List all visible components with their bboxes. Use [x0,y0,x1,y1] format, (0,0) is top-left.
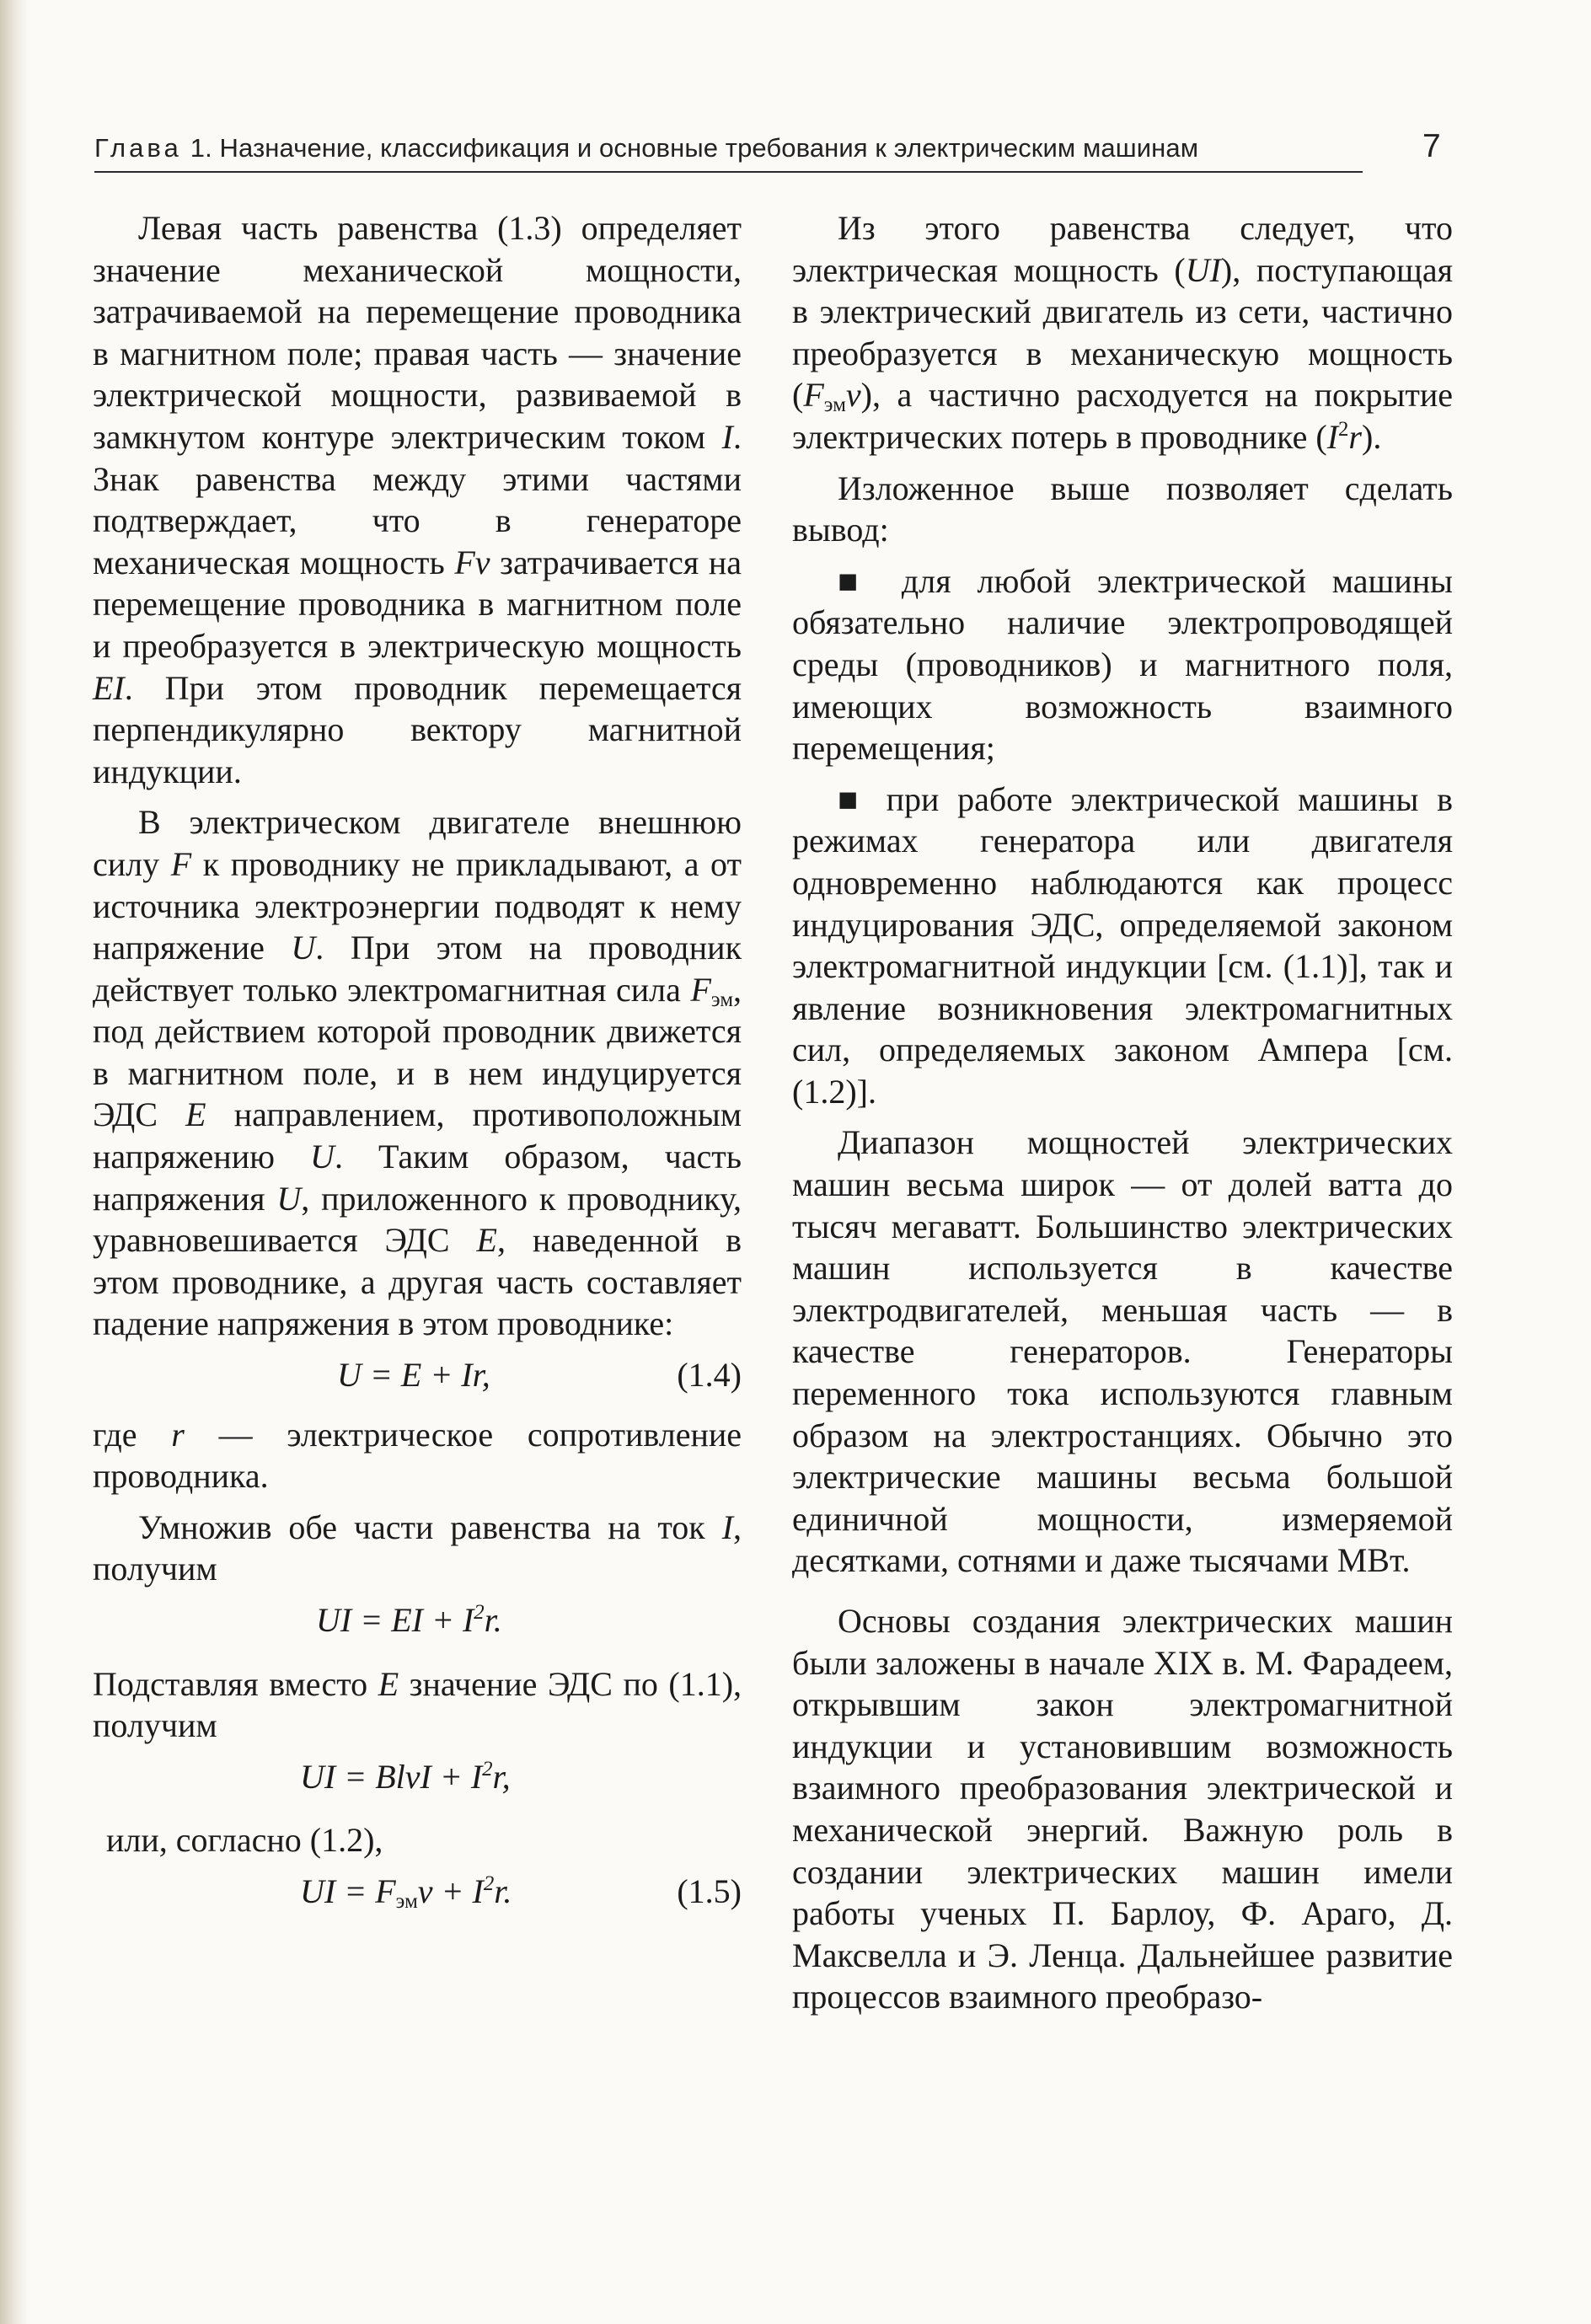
running-head [94,133,1363,173]
formula-ui-ei [93,1599,742,1641]
bullet-icon: ■ [838,561,876,600]
formula-number: (1.4) [677,1356,742,1395]
formula-expression: U = E + Ir, [337,1356,490,1395]
formula-expression: UI = BlvI + $I^2r$, [300,1757,511,1796]
paragraph: Умножив обе части равенства на ток I, получим [93,1507,742,1588]
right-column [792,207,1453,2027]
bullet-icon: ■ [838,779,868,818]
list-item: ■ для любой электрической машины обязательно наличие электропроводящей среды (проводников) и магнитного поля, имеющих возможность взаимного перемещения; [792,561,1454,768]
chapter-title: 1. Назначение, классификация и основные требования к электрическим машинам [190,133,1199,163]
paragraph: Диапазон мощностей электрических машин весьма широк — от долей ватта до тысяч мегаватт. Большинство электрических машин используется в качестве электродвигателей, меньшая часть — в качестве генераторов. Генераторы переменного тока используются главным образом на электростанциях. Обычно это электрические машины весьма большой единичной мощности, измеряемой десятками, сотнями и даже тысячами МВт. [792,1123,1453,1580]
formula-1-5 [93,1871,742,1913]
formula-expression: UI = EI + $I^2r$. [316,1601,502,1639]
paragraph: где r — электрическое сопротивление проводника. [93,1415,742,1496]
formula-ui-blvi [93,1756,742,1798]
paragraph: Основы создания электрических машин были заложены в начале XIX в. М. Фарадеем, открывшим закон электромагнитной индукции и установившим возможность взаимного преобразования электрической и механической энергий. Важную роль в создании электрических машин имели работы ученых П. Барлоу, Ф. Араго, Д. Максвелла и Э. Ленца. Дальнейшее развитие процессов взаимного преобразо- [792,1602,1453,2016]
chapter-word: Глава [94,133,182,163]
page-number: 7 [1422,128,1441,164]
paragraph: или, согласно (1.2), [106,1821,383,1860]
paragraph: Из этого равенства следует, что электрическая мощность (UI), поступающая в электрический двигатель из сети, частично преобразуется в механическую мощность $(F_{эм}v)$, а частично расходуется на покрытие электрических потерь в проводнике $(I^2r)$. [792,209,1453,456]
list-item: ■ при работе электрической машины в режимах генератора или двигателя одновременно наблюдаются как процесс индуцирования ЭДС, определяемой законом электромагнитной индукции [см. (1.1)], так и явление возникновения электромагнитных сил, определяемых законом Ампера [см. (1.2)]. [792,779,1453,1111]
formula-number: (1.5) [677,1872,742,1910]
paragraph: Изложенное выше позволяет сделать вывод: [792,469,1453,549]
formula-expression: UI = $F_{эм}v + I^2r$. [300,1872,512,1914]
paragraph: В электрическом двигателе внешнюю силу F к проводнику не прикладывают, а от источника электроэнергии подводят к нему напряжение U. При этом на проводник действует только электромагнитная сила $F_{эм}$, под действием которой проводник движется в магнитном поле, и в нем индуцируется ЭДС E направлением, противоположным напряжению U. Таким образом, часть напряжения U, приложенного к проводнику, уравновешивается ЭДС E, наведенной в этом проводнике, а другая часть составляет падение напряжения в этом проводнике: [93,803,742,1343]
left-column [93,207,742,1930]
page-edge-shadow [0,0,29,2324]
paragraph: Подставляя вместо E значение ЭДС по (1.1), получим [93,1664,742,1745]
paragraph: Левая часть равенства (1.3) определяет значение механической мощности, затрачиваемой на перемещение проводника в магнитном поле; правая часть — значение электрической мощности, развиваемой в замкнутом контуре электрическим током I. Знак равенства между этими частями подтверждает, что в генераторе механическая мощность Fv затрачивается на перемещение проводника в магнитном поле и преобразуется в электрическую мощность EI. При этом проводник перемещается перпендикулярно вектору магнитной индукции. [93,209,742,790]
formula-1-4 [93,1354,742,1396]
